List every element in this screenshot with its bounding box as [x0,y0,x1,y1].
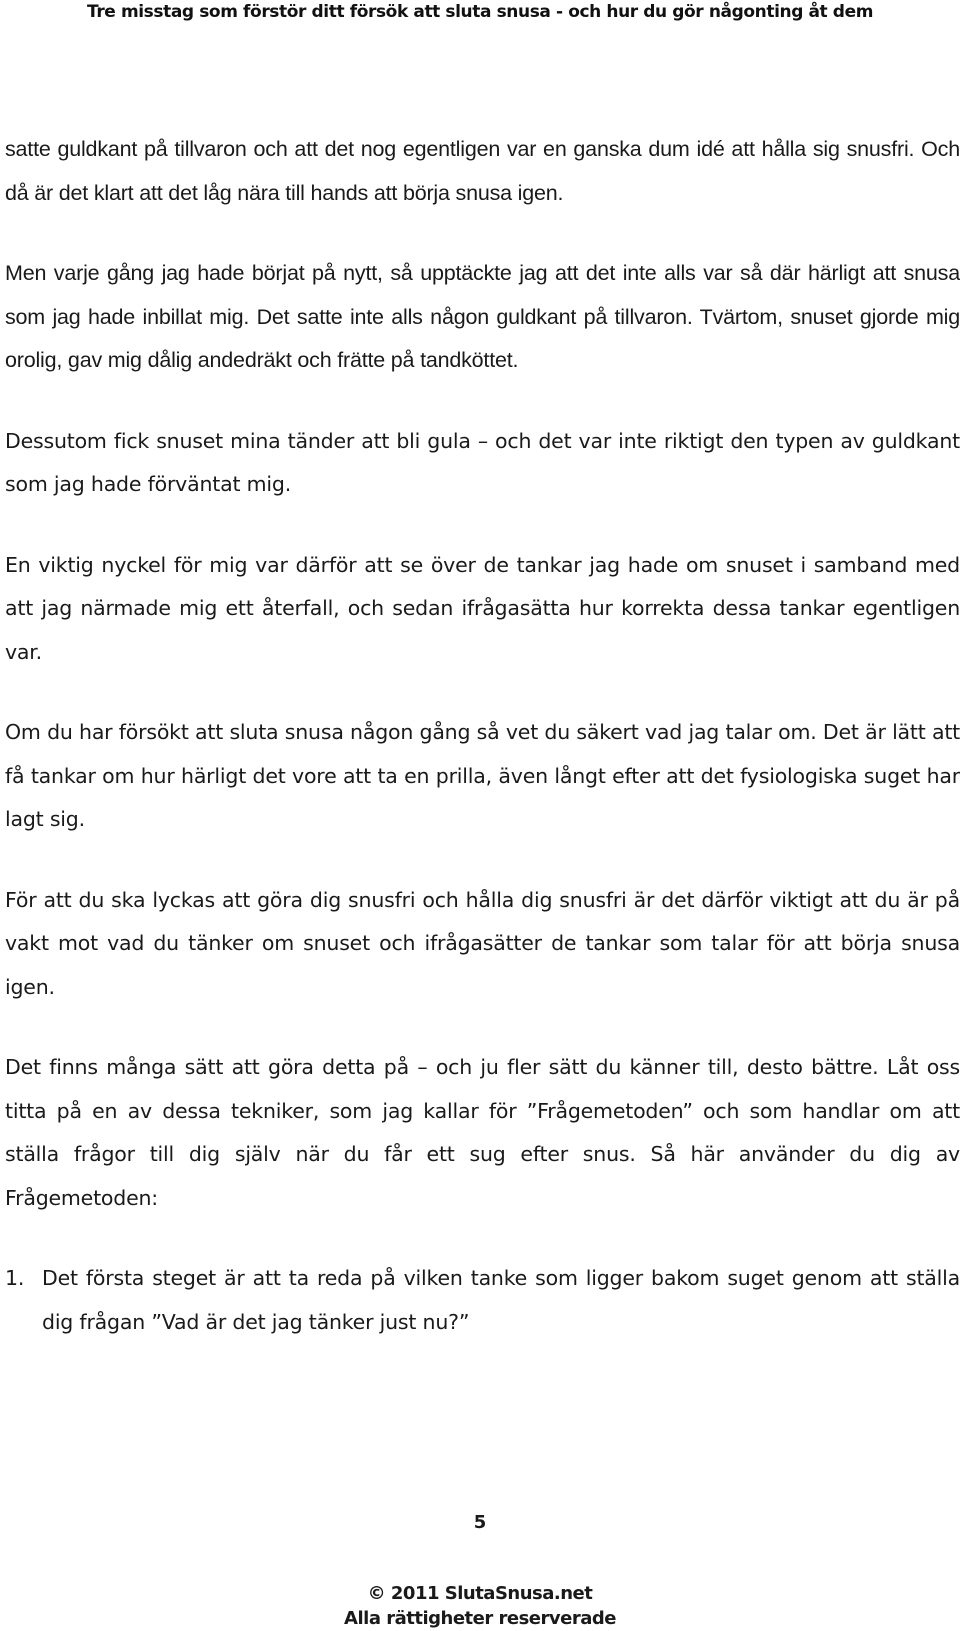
paragraph: En viktig nyckel för mig var därför att se över de tankar jag hade om snuset i samband med att jag närmade mig ett återfall, och sedan ifrågasätta hur korrekta dessa tankar egentligen var. [5,552,960,664]
copyright-text: © 2011 SlutaSnusa.net [367,1583,593,1604]
rights-text: Alla rättigheter reserverade [344,1608,616,1629]
paragraph: Dessutom fick snuset mina tänder att bli gula – och det var inte riktigt den typen av guldkant som jag hade förväntat mig. [5,428,960,496]
page-header: Tre misstag som förstör ditt försök att sluta snusa - och hur du gör någonting åt dem [86,2,874,22]
paragraph: satte guldkant på tillvaron och att det nog egentligen var en ganska dum idé att hålla sig snusfri. Och då är det klart att det låg nära till hands att börja snusa igen. [5,137,960,205]
paragraph: För att du ska lyckas att göra dig snusfri och hålla dig snusfri är det därför viktigt att du är på vakt mot vad du tänker om snuset och ifrågasätter de tankar som talar för att börja snusa igen. [5,887,960,999]
list-number: 1. [5,1266,25,1290]
paragraph: Det finns många sätt att göra detta på – och ju fler sätt du känner till, desto bättre. Låt oss titta på en av dessa tekniker, som jag kallar för ”Frågemetoden” och som handlar om att ställa frågor till dig själv när du får ett sug efter snus. Så här använder du dig av Frågemetoden: [5,1055,960,1210]
document-body [5,128,960,1344]
footer-copyright [0,1581,960,1631]
list-item [5,1257,960,1344]
paragraph: Men varje gång jag hade börjat på nytt, så upptäckte jag att det inte alls var så där härligt att snusa som jag hade inbillat mig. Det satte inte alls någon guldkant på tillvaron. Tvärtom, snuset gjorde mig orolig, gav mig dålig andedräkt och frätte på tandköttet. [5,261,960,372]
list-text: Det första steget är att ta reda på vilken tanke som ligger bakom suget genom att ställa dig frågan ”Vad är det jag tänker just nu?” [42,1266,960,1334]
paragraph: Om du har försökt att sluta snusa någon gång så vet du säkert vad jag talar om. Det är lätt att få tankar om hur härligt det vore att ta en prilla, även långt efter att det fysiologiska suget har lagt sig. [5,720,960,831]
page-number: 5 [473,1512,487,1533]
